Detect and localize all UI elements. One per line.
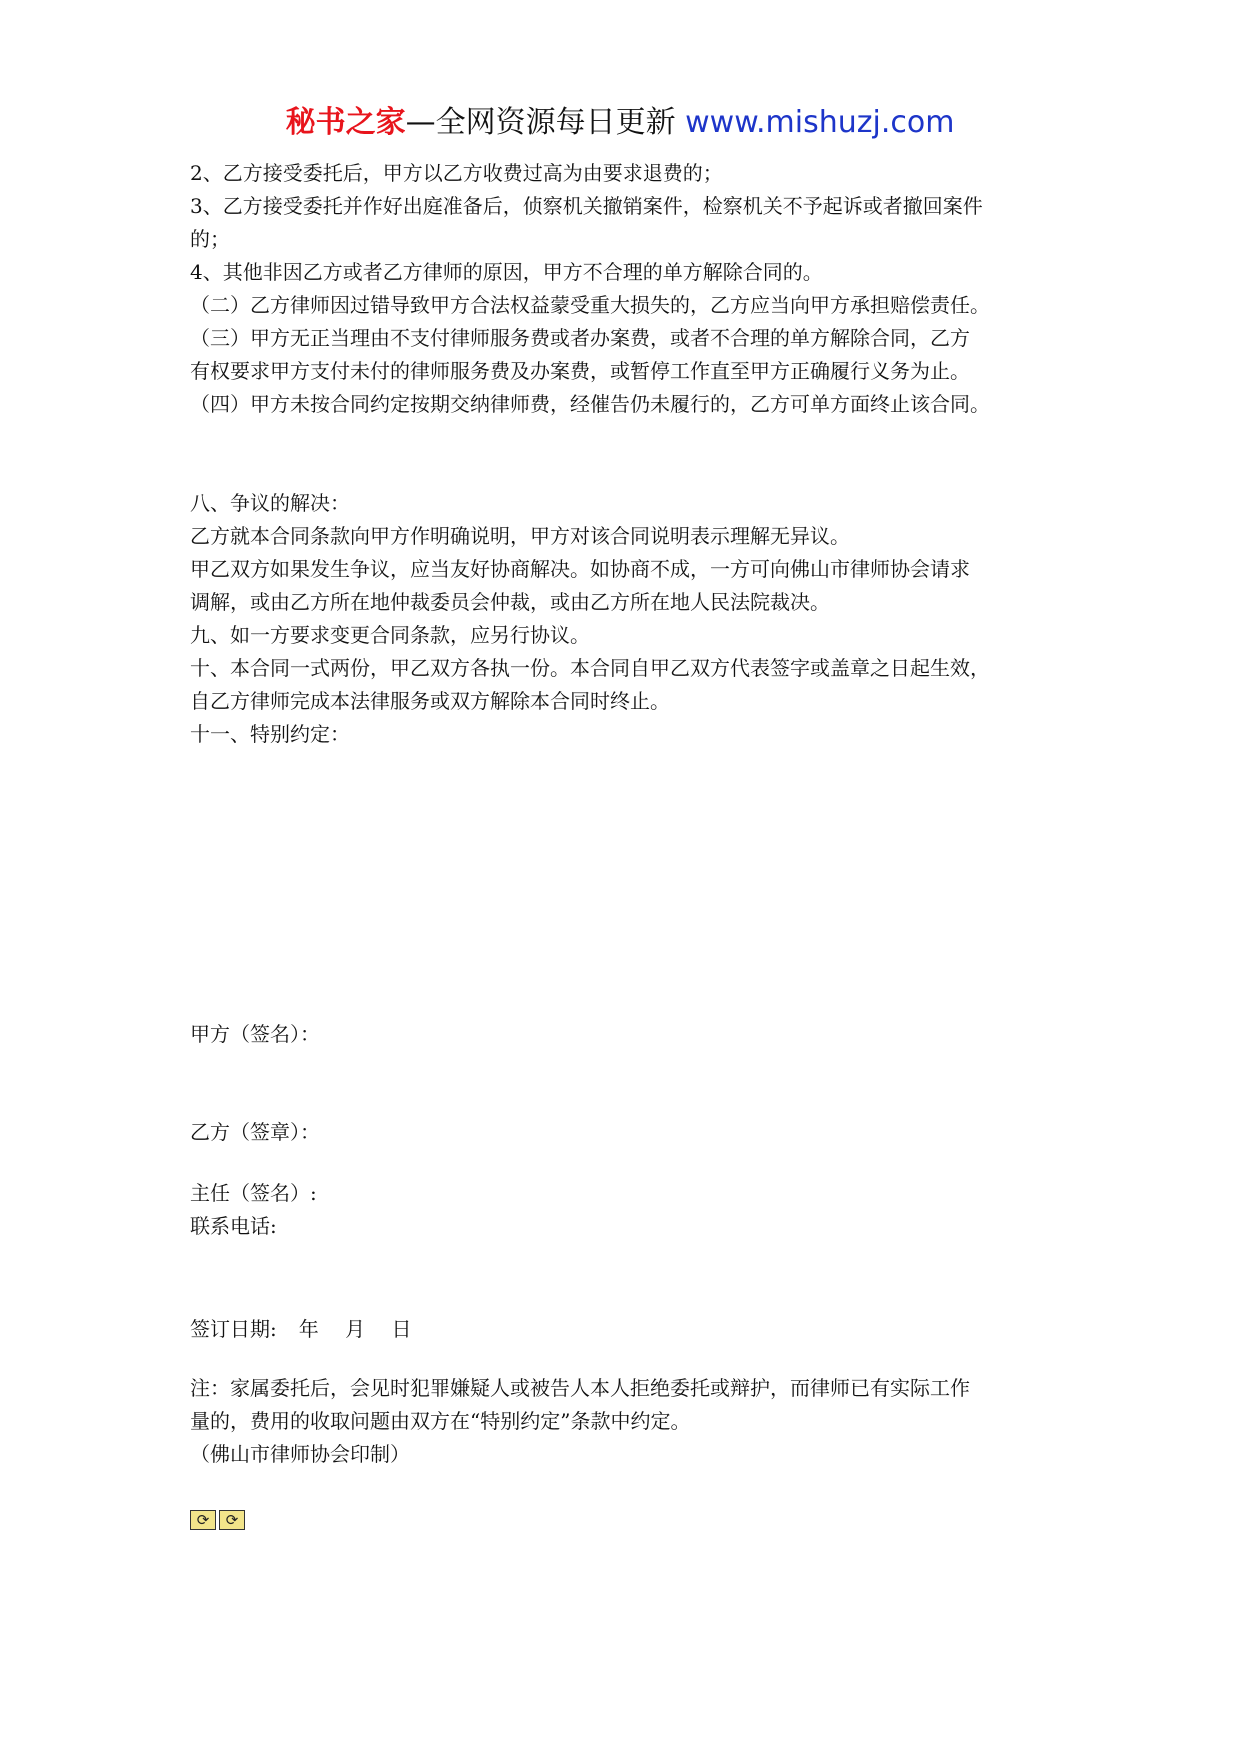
header-url-link[interactable]: www.mishuzj.com (685, 105, 955, 140)
refresh-icon[interactable]: ⟳ (219, 1510, 245, 1530)
dispute-p1: 乙方就本合同条款向甲方作明确说明，甲方对该合同说明表示理解无异议。 (190, 524, 850, 548)
document-body (190, 157, 1060, 1530)
dispute-p2-line1: 甲乙双方如果发生争议，应当友好协商解决。如协商不成，一方可向佛山市律师协会请求 (190, 557, 970, 581)
signing-date-label: 签订日期: (190, 1317, 277, 1341)
signature-party-b: 乙方（签章）： (190, 1120, 320, 1144)
note-line1: 注：家属委托后，会见时犯罪嫌疑人或被告人本人拒绝委托或辩护，而律师已有实际工作 (190, 1376, 970, 1400)
signing-date-fields: 年 月 日 (298, 1317, 422, 1341)
signing-date (190, 1313, 1060, 1346)
article-10-line1: 十、本合同一式两份，甲乙双方各执一份。本合同自甲乙双方代表签字或盖章之日起生效， (190, 656, 990, 680)
section-2: （二）乙方律师因过错导致甲方合法权益蒙受重大损失的，乙方应当向甲方承担赔偿责任。 (190, 293, 990, 317)
clause-2: 2、乙方接受委托后，甲方以乙方收费过高为由要求退费的； (190, 161, 723, 185)
signature-party-a: 甲方（签名）： (190, 1022, 320, 1046)
note-line2: 量的，费用的收取问题由双方在“特别约定”条款中约定。 (190, 1409, 691, 1433)
toolbar-icons (190, 1510, 1060, 1530)
article-11: 十一、特别约定： (190, 722, 350, 746)
dispute-p2-line2: 调解，或由乙方所在地仲裁委员会仲裁，或由乙方所在地人民法院裁决。 (190, 590, 830, 614)
clause-3-line2: 的； (190, 227, 230, 251)
section-3-line2: 有权要求甲方支付未付的律师服务费及办案费，或暂停工作直至甲方正确履行义务为止。 (190, 359, 970, 383)
page-header (0, 103, 1240, 143)
refresh-icon[interactable]: ⟳ (190, 1510, 216, 1530)
clause-3-line1: 3、乙方接受委托并作好出庭准备后，侦察机关撤销案件，检察机关不予起诉或者撤回案件 (190, 194, 983, 218)
contact-phone: 联系电话: (190, 1214, 277, 1238)
dispute-title: 八、争议的解决： (190, 491, 350, 515)
header-slogan: —全网资源每日更新 (405, 105, 676, 140)
article-9: 九、如一方要求变更合同条款，应另行协议。 (190, 623, 590, 647)
article-10-line2: 自乙方律师完成本法律服务或双方解除本合同时终止。 (190, 689, 670, 713)
section-3-line1: （三）甲方无正当理由不支付律师服务费或者办案费，或者不合理的单方解除合同，乙方 (190, 326, 970, 350)
clause-4: 4、其他非因乙方或者乙方律师的原因，甲方不合理的单方解除合同的。 (190, 260, 823, 284)
printer-note: （佛山市律师协会印制） (190, 1442, 410, 1466)
header-brand: 秘书之家 (285, 105, 406, 140)
section-4: （四）甲方未按合同约定按期交纳律师费，经催告仍未履行的，乙方可单方面终止该合同。 (190, 392, 990, 416)
signature-director: 主任（签名）: (190, 1181, 317, 1205)
